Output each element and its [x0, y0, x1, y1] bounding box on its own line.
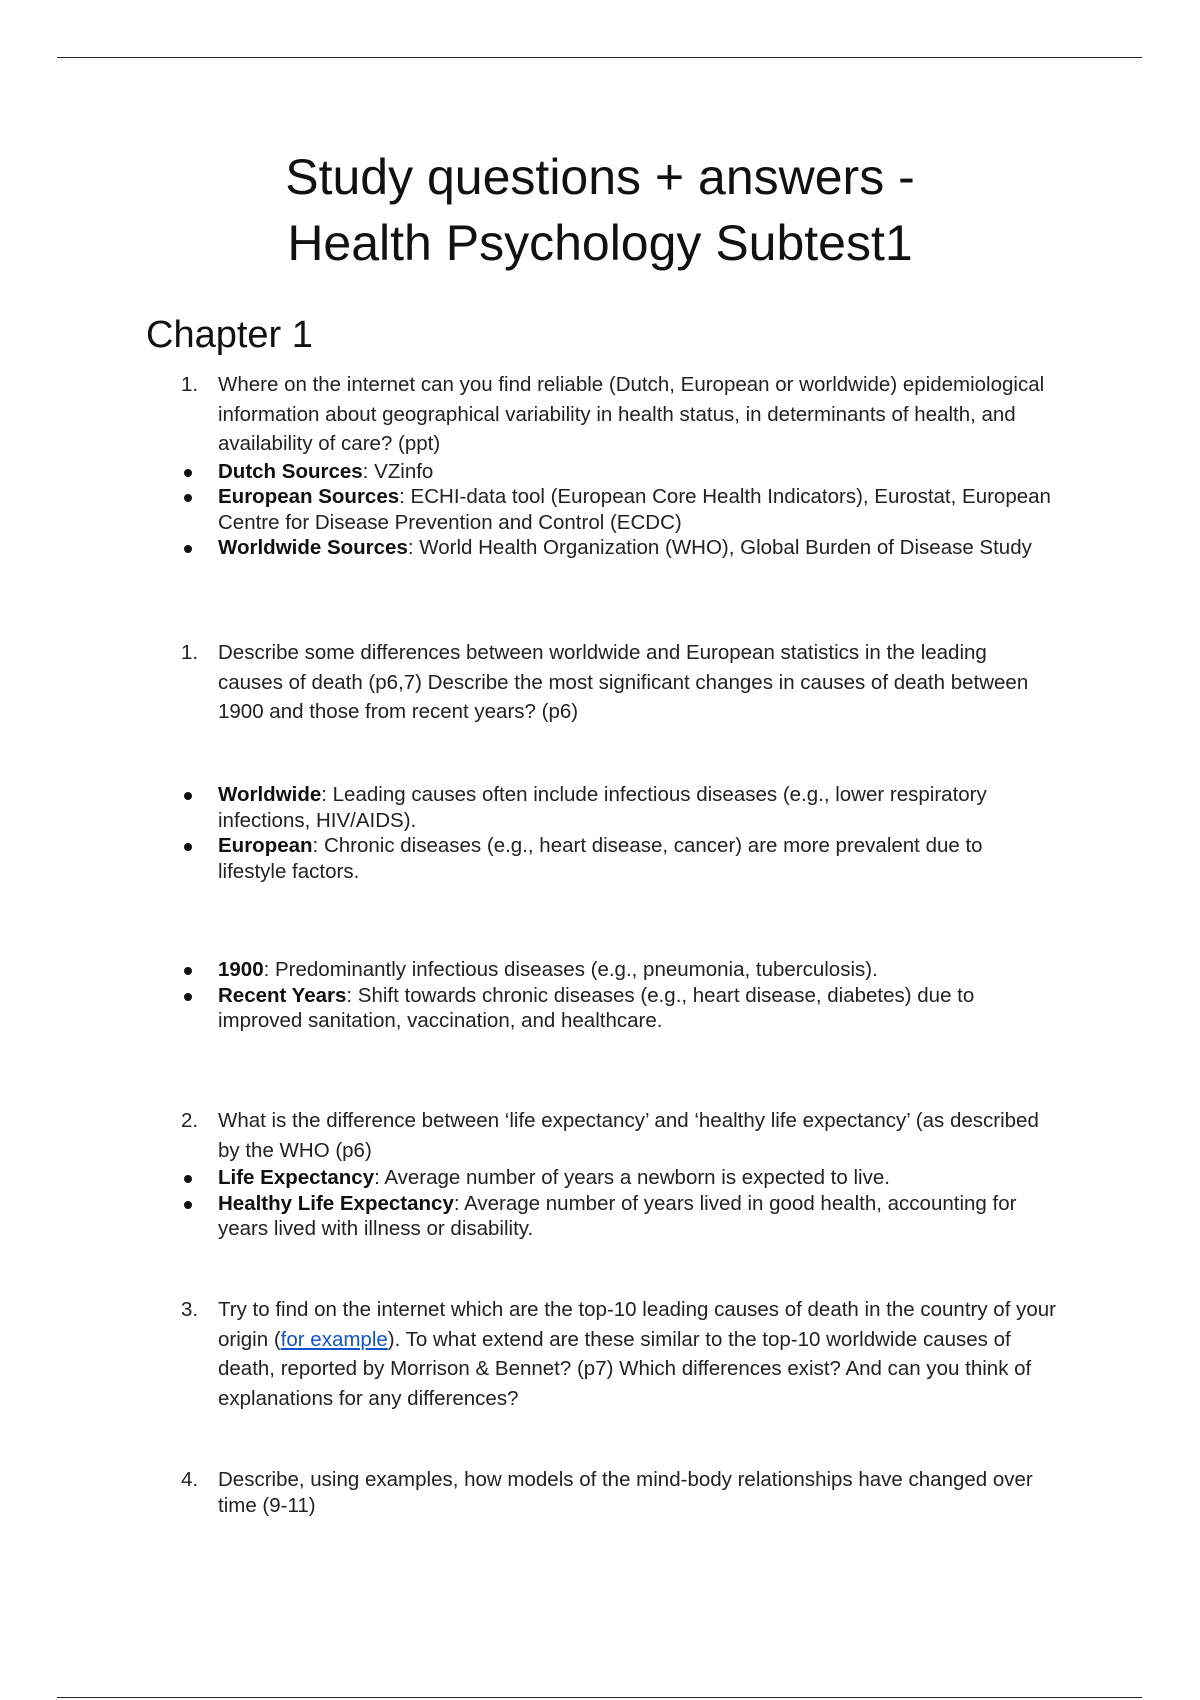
- question-3: [0, 1295, 1056, 1413]
- bullet-icon: [184, 469, 192, 477]
- item-text: : Average number of years lived in good health, accounting for years lived with illness or disability.: [218, 1191, 1017, 1240]
- item-term: European Sources: [218, 485, 400, 508]
- question-text: Describe some differences between worldwide and European statistics in the leading causes of death (p6,7) Describe the most significant changes in causes of death between 1900 and those from recent years? (p6): [218, 641, 1029, 723]
- title-line-2: Health Psychology Subtest1: [287, 215, 913, 271]
- list-item: [0, 833, 1056, 884]
- bullet-icon: [184, 843, 192, 851]
- question-4-block: [0, 1467, 1200, 1518]
- item-term: Dutch Sources: [218, 459, 363, 483]
- question-4: [0, 1467, 1056, 1518]
- list-item: [0, 1165, 1056, 1191]
- bullet-icon: [184, 1175, 192, 1183]
- question-number: 1.: [181, 373, 199, 396]
- question-text: Describe, using examples, how models of the mind-body relationships have changed over time (9-11): [218, 1468, 1033, 1517]
- list-item: [0, 1191, 1056, 1242]
- question-text: Where on the internet can you find reliable (Dutch, European or worldwide) epidemiological information about geographical variability in health status, in determinants of health, and availability of care? (ppt): [218, 373, 1045, 455]
- bullet-icon: [184, 967, 192, 975]
- item-term: Worldwide Sources: [218, 536, 408, 559]
- regional-differences-list: [0, 782, 1200, 884]
- question-text: What is the difference between ‘life expectancy’ and ‘healthy life expectancy’ (as described by the WHO (p6): [218, 1109, 1039, 1162]
- question-1-block: [0, 370, 1200, 561]
- list-item: [0, 484, 1056, 535]
- bullet-icon: [184, 494, 192, 502]
- list-item: [0, 957, 1056, 983]
- question-number: 2.: [181, 1109, 199, 1132]
- question-text-after: ). To what extend are these similar to the top-10 worldwide causes of death, reported by Morrison & Bennet? (p7) Which differences exist? And can you think of explanations for any differences?: [218, 1327, 1032, 1410]
- item-text: : Shift towards chronic diseases (e.g., heart disease, diabetes) due to improved sanitation, vaccination, and healthcare.: [218, 983, 975, 1032]
- for-example-link[interactable]: for example: [280, 1327, 388, 1351]
- historical-changes-list: [0, 957, 1200, 1034]
- item-text: : World Health Organization (WHO), Global Burden of Disease Study: [407, 536, 1032, 559]
- bullet-icon: [184, 993, 192, 1001]
- question-3-block: [0, 1295, 1200, 1413]
- list-item: [0, 459, 1056, 485]
- item-text: : ECHI-data tool (European Core Health Indicators), Eurostat, European Centre for Disease Prevention and Control (ECDC): [218, 485, 1051, 534]
- question-number: 3.: [181, 1298, 199, 1321]
- bullet-icon: [184, 545, 192, 553]
- question-text-before: Try to find on the internet which are the top-10 leading causes of death in the country of your origin (: [218, 1298, 1056, 1351]
- list-item: [0, 535, 1056, 561]
- item-text: : VZinfo: [362, 459, 434, 483]
- question-number: 4.: [181, 1468, 199, 1491]
- item-term: Life Expectancy: [218, 1166, 375, 1189]
- question-number: 1.: [181, 641, 199, 664]
- bullet-icon: [184, 792, 192, 800]
- bottom-rule: [57, 1697, 1142, 1698]
- title-line-1: Study questions + answers -: [285, 149, 915, 205]
- item-term: 1900: [218, 958, 264, 981]
- list-item: [0, 983, 1056, 1034]
- question-2: [0, 1106, 1056, 1165]
- item-term: European: [218, 834, 313, 857]
- question-1: [0, 370, 1056, 459]
- top-rule: [57, 57, 1142, 58]
- list-item: [0, 782, 1056, 833]
- item-term: Worldwide: [218, 783, 322, 806]
- item-text: : Leading causes often include infectious diseases (e.g., lower respiratory infections, HIV/AIDS).: [218, 783, 987, 832]
- question-2-block: [0, 1106, 1200, 1242]
- item-text: : Chronic diseases (e.g., heart disease, cancer) are more prevalent due to lifestyle factors.: [218, 834, 983, 883]
- item-text: : Average number of years a newborn is expected to live.: [374, 1166, 890, 1189]
- bullet-icon: [184, 1201, 192, 1209]
- chapter-heading: Chapter 1: [146, 314, 313, 356]
- item-text: : Predominantly infectious diseases (e.g., pneumonia, tuberculosis).: [263, 958, 878, 981]
- item-term: Recent Years: [218, 983, 347, 1007]
- item-term: Healthy Life Expectancy: [218, 1191, 454, 1215]
- page-title: [0, 144, 1200, 276]
- question-1b: [0, 638, 1056, 727]
- question-1b-block: [0, 638, 1200, 727]
